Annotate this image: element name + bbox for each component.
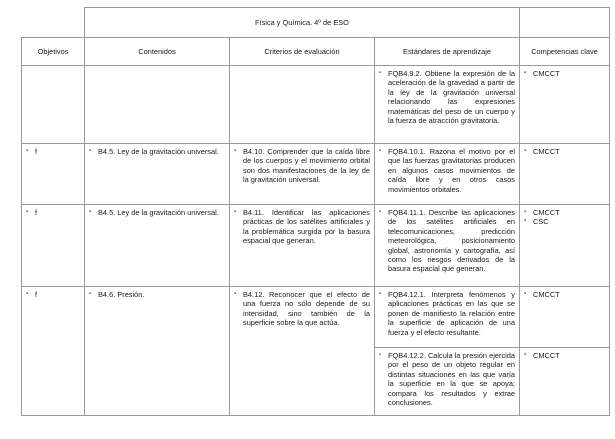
contenido-item: ▪ B4.5. Ley de la gravitación universal. — [89, 208, 225, 217]
cell-contenidos — [85, 287, 230, 416]
estandar-item: ▪ FQB4.9.2. Obtiene la expresión de la aceleración de la gravedad a partir de la ley de la gravitación universal relacionando las expresiones matemáticas del peso de un cuerpo y la fuerza de atracción gravitatoria. — [379, 69, 515, 125]
header-contenidos: Contenidos — [85, 38, 230, 66]
cell-competencias — [520, 144, 610, 205]
cell-estandares — [375, 348, 520, 416]
cell-competencias — [520, 66, 610, 144]
cell-estandares — [375, 66, 520, 144]
competencia-item: ▪ CMCCT — [524, 290, 605, 299]
cell-objetivos — [22, 287, 85, 416]
competencia-item: ▪ CSC — [524, 217, 605, 226]
header-objetivos: Objetivos — [22, 38, 85, 66]
estandar-item: ▪ FQB4.12.2. Calcula la presión ejercida por el peso de un objeto regular en distintas situaciones en las que varía la superficie en la que se apoya; compara los resultados y extrae conclusiones. — [379, 351, 515, 407]
header-competencias: Competencias clave — [520, 38, 610, 66]
estandar-item: ▪ FQB4.10.1. Razona el motivo por el que las fuerzas gravitatorias producen en algunos casos movimientos de caída libre y en otros casos movimientos orbitales. — [379, 147, 515, 194]
table-row — [22, 66, 610, 144]
criterio-item: ▪ B4.11. Identificar las aplicaciones prácticas de los satélites artificiales y la problemática surgida por la basura espacial que generan. — [234, 208, 370, 246]
competencia-item: ▪ CMCCT — [524, 69, 605, 78]
objetivo-item: ▪ f — [26, 290, 80, 299]
cell-objetivos — [22, 205, 85, 287]
cell-criterios — [230, 287, 375, 416]
objetivo-item: ▪ f — [26, 147, 80, 156]
competencia-item: ▪ CMCCT — [524, 147, 605, 156]
cell-objetivos — [22, 66, 85, 144]
table-row — [22, 205, 610, 287]
cell-contenidos — [85, 205, 230, 287]
cell-contenidos — [85, 144, 230, 205]
table-row — [22, 287, 610, 348]
cell-estandares — [375, 205, 520, 287]
cell-competencias — [520, 287, 610, 348]
cell-estandares — [375, 287, 520, 348]
criterio-item: ▪ B4.10. Comprender que la caída libre de los cuerpos y el movimiento orbital son dos manifestaciones de la ley de la gravitación universal. — [234, 147, 370, 185]
contenido-item: ▪ B4.6. Presión. — [89, 290, 225, 299]
cell-criterios — [230, 66, 375, 144]
criterio-item: ▪ B4.12. Reconocer que el efecto de una fuerza no sólo depende de su intensidad, sino también de la superficie sobre la que actúa. — [234, 290, 370, 328]
curriculum-table — [21, 7, 610, 416]
header-estandares: Estándares de aprendizaje — [375, 38, 520, 66]
blank-corner — [22, 8, 85, 38]
cell-estandares — [375, 144, 520, 205]
table-row — [22, 144, 610, 205]
competencia-item: ▪ CMCCT — [524, 351, 605, 360]
estandar-item: ▪ FQB4.12.1. Interpreta fenómenos y aplicaciones prácticas en las que se ponen de manifiesto la relación entre la superficie de aplicación de una fuerza y el efecto resultante. — [379, 290, 515, 337]
objetivo-item: ▪ f — [26, 208, 80, 217]
title-right-blank — [520, 8, 610, 38]
cell-objetivos — [22, 144, 85, 205]
competencia-item: ▪ CMCCT — [524, 208, 605, 217]
estandar-item: ▪ FQB4.11.1. Describe las aplicaciones de los satélites artificiales en telecomunicaciones, predicción meteorológica, posicionamiento global, astronomía y cartografía, así como los riesgos derivados de la basura espacial que generan. — [379, 208, 515, 274]
cell-criterios — [230, 144, 375, 205]
cell-competencias — [520, 205, 610, 287]
header-criterios: Criterios de evaluación — [230, 38, 375, 66]
cell-competencias — [520, 348, 610, 416]
contenido-item: ▪ B4.5. Ley de la gravitación universal. — [89, 147, 225, 156]
subject-title: Física y Química. 4º de ESO — [85, 8, 520, 38]
cell-criterios — [230, 205, 375, 287]
cell-contenidos — [85, 66, 230, 144]
